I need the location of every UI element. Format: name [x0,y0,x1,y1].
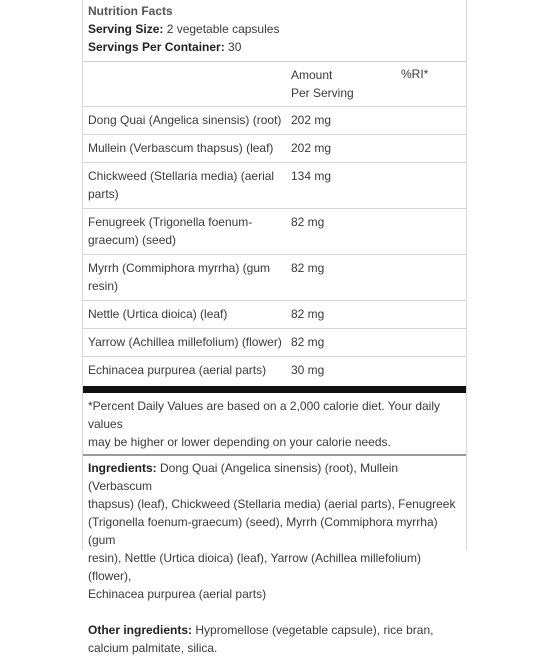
serving-size-value: 2 vegetable capsules [163,22,280,36]
footnote-line1: *Percent Daily Values are based on a 2,000 calorie diet. Your daily values [88,399,441,431]
header-amount-line2: Per Serving [291,86,354,100]
servings-per-container-label: Servings Per Container: [88,40,225,54]
ingredient-amount: 82 mg [286,255,396,301]
header-amount-line1: Amount [291,68,333,82]
nutrient-table [83,62,466,384]
heavy-divider [83,386,466,393]
ingredient-name: Dong Quai (Angelica sinensis) (root) [83,107,286,135]
header-ri: %RI* [401,67,429,81]
table-row [83,255,466,301]
table-row [83,357,466,385]
ingredient-name [83,255,286,301]
table-row [83,107,466,135]
other-ingredients-line [88,621,461,639]
ingredients-line: thapsus) (leaf), Chickweed (Stellaria media) (aerial parts), Fenugreek [88,497,456,511]
other-ingredients-label: Other ingredients: [88,623,193,637]
ingredient-ri [396,301,466,329]
ingredient-ri [396,329,466,357]
ingredients-block [83,456,466,603]
table-row [83,209,466,255]
table-header-row [83,62,466,107]
ingredient-name: Yarrow (Achillea millefolium) (flower) [83,329,286,357]
ingredient-amount: 82 mg [286,209,396,255]
ingredient-name-line1: Chickweed (Stellaria media) (aerial [88,169,275,183]
ingredient-amount: 202 mg [286,107,396,135]
other-ingredients-line: calcium palmitate, silica. [88,641,218,655]
serving-size [88,20,466,38]
servings-per-container [88,38,466,56]
table-row [83,163,466,209]
ingredient-ri [396,255,466,301]
ingredient-name-line2: resin) [88,279,119,293]
ingredient-ri [396,135,466,163]
ingredient-ri [396,357,466,385]
ingredient-name: Mullein (Verbascum thapsus) (leaf) [83,135,286,163]
facts-header [83,0,466,61]
ingredient-amount: 82 mg [286,301,396,329]
ingredient-name-line1: Myrrh (Commiphora myrrha) (gum [88,261,271,275]
header-amount [286,62,396,107]
ingredients-label: Ingredients: [88,461,157,475]
ingredients-text: Dong Quai (Angelica sinensis) (root), Mullein (Verbascum [88,461,399,493]
ingredient-name [83,209,286,255]
facts-title: Nutrition Facts [88,4,173,18]
ingredient-name-line2: parts) [88,187,119,201]
ingredient-name-line1: Fenugreek (Trigonella foenum- [88,215,253,229]
header-name [83,62,286,107]
ingredients-line: Echinacea purpurea (aerial parts) [88,587,267,601]
ingredient-amount: 30 mg [286,357,396,385]
ingredient-amount: 134 mg [286,163,396,209]
ingredient-ri [396,209,466,255]
other-ingredients-text: Hypromellose (vegetable capsule), rice bran, [192,623,434,637]
ingredient-name: Nettle (Urtica dioica) (leaf) [83,301,286,329]
table-row [83,301,466,329]
other-ingredients-block [83,603,466,657]
table-row [83,135,466,163]
serving-size-label: Serving Size: [88,22,164,36]
nutrition-facts-panel [82,0,467,655]
footnote-line2: may be higher or lower depending on your calorie needs. [88,435,391,449]
daily-value-footnote [83,393,466,454]
ingredients-line: resin), Nettle (Urtica dioica) (leaf), Yarrow (Achillea millefolium) (flower), [88,551,421,583]
ingredient-ri [396,163,466,209]
servings-per-container-value: 30 [224,40,242,54]
ingredient-name-line2: graecum) (seed) [88,233,177,247]
ingredient-ri [396,107,466,135]
ingredient-name [83,163,286,209]
ingredient-name: Echinacea purpurea (aerial parts) [83,357,286,385]
ingredient-amount: 202 mg [286,135,396,163]
table-row [83,329,466,357]
ingredients-line: (Trigonella foenum-graecum) (seed), Myrrh (Commiphora myrrha) (gum [88,515,438,547]
ingredients-line [88,459,461,495]
ingredient-amount: 82 mg [286,329,396,357]
